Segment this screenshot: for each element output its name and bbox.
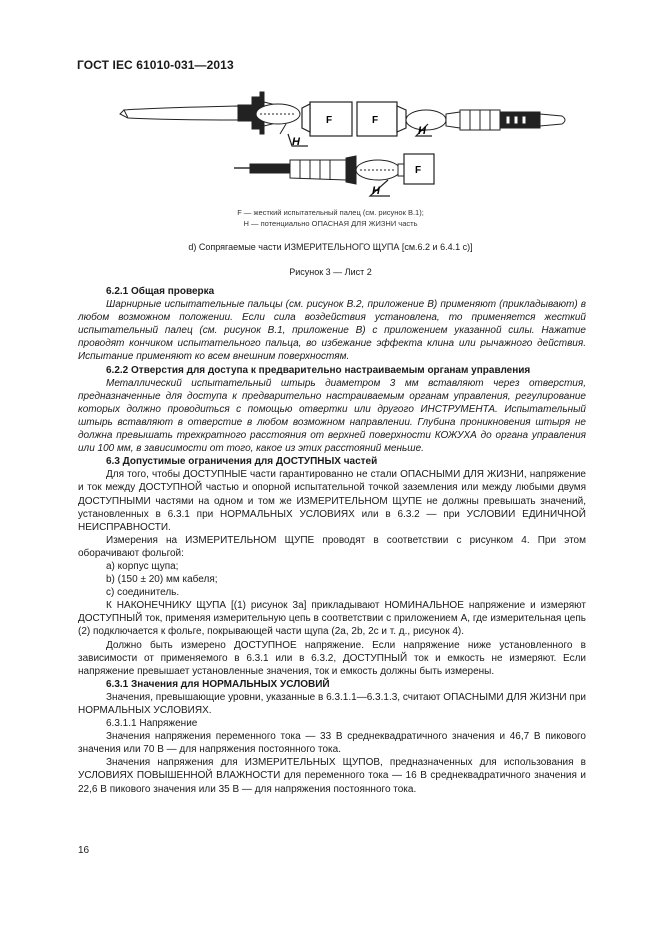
f-box-1-label: F — [326, 115, 333, 126]
list-item-a: a) корпус щупа; — [106, 560, 179, 572]
figure-subcaption: d) Сопрягаемые части ИЗМЕРИТЕЛЬНОГО ЩУПА [см.6.2 и 6.4.1 c)] — [188, 242, 473, 252]
lower-probe — [234, 156, 404, 184]
h-label-upper-right: H — [418, 125, 426, 137]
section-6-3-1-1-paragraph-1: Значения напряжения переменного тока — 33 В среднеквадратичного значения и 46,7 В пикового значения или 70 В — для напряжения постоянного тока. — [78, 731, 586, 756]
h-label-lower: H — [372, 185, 380, 197]
figure-legend-f: F — жесткий испытательный палец (см. рисунок В.1); — [237, 208, 424, 217]
list-item-c: c) соединитель. — [106, 587, 180, 599]
section-6-2-1-title: 6.2.1 Общая проверка — [106, 286, 215, 297]
f-box-3-label: F — [415, 165, 422, 176]
section-6-3-paragraph-4: Должно быть измерено ДОСТУПНОЕ напряжение. Если напряжение ниже установленного в зависимости от применяемого в 6.3.1 или в 6.3.2, ДОСТУПНЫЙ ток и емкость не измеряют. Если напряжение превышает установленные значения, ток и емкость должны быть измерены. — [78, 639, 586, 677]
section-6-3-1-text: Значения, превышающие уровни, указанные в 6.3.1.1—6.3.1.3, считают ОПАСНЫМИ ДЛЯ ЖИЗНИ при НОРМАЛЬНЫХ УСЛОВИЯХ. — [78, 691, 586, 716]
main-text — [78, 285, 586, 796]
section-6-3-paragraph-3: К НАКОНЕЧНИКУ ЩУПА [(1) рисунок 3а] прикладывают НОМИНАЛЬНОЕ напряжение и измеряют ДОСТУПНЫЙ ток, применяя измерительную цепь в соответствии с приложением А, где измерительная цепь (2) подключается к фольге, покрывающей части щупа (2a, 2b, 2c и т. д., рисунок 4). — [78, 600, 586, 638]
section-6-3-title: 6.3 Допустимые ограничения для ДОСТУПНЫХ частей — [106, 456, 378, 468]
probe-mating-parts-figure — [110, 88, 580, 213]
section-6-2-2-title: 6.2.2 Отверстия для доступа к предварительно настраиваемым органам управления — [106, 364, 531, 376]
upper-probe-tip — [120, 106, 238, 120]
h-label-upper-left: H — [292, 136, 300, 148]
section-6-3-1-1-paragraph-2: Значения напряжения для ИЗМЕРИТЕЛЬНЫХ ЩУПОВ, предназначенных для использования в УСЛОВИЯХ ПОВЫШЕННОЙ ВЛАЖНОСТИ для переменного тока — 16 В среднеквадратичного значения и 22,6 В пикового значения или 35 В — для напряжения постоянного тока. — [78, 757, 586, 795]
section-6-2-1-text: Шарнирные испытательные пальцы (см. рисунок В.2, приложение В) применяют (прикладывают) в любом возможном положении. Если сила воздействия установлена, то применяется жесткий испытательный палец (см. рисунок В.1, приложение В) с приложением указанной силы. Нажатие проводят кончиком испытательного пальца, во избежание эффекта клина или рычажного действия. Испытание применяют ко всем внешним поверхностям. — [78, 299, 586, 363]
f-box-2 — [357, 102, 406, 136]
figure-caption: Рисунок 3 — Лист 2 — [289, 267, 372, 277]
section-6-3-paragraph-1: Для того, чтобы ДОСТУПНЫЕ части гарантированно не стали ОПАСНЫМИ ДЛЯ ЖИЗНИ, напряжение и ток между ДОСТУПНОЙ частью и опорной испытательной точкой заземления или между любыми двумя ДОСТУПНЫМИ частями на одном и том же ИЗМЕРИТЕЛЬНОМ ЩУПЕ не должны превышать значений, установленных в 6.3.1 при НОРМАЛЬНЫХ УСЛОВИЯХ или в 6.3.2 — при УСЛОВИИ ЕДИНИЧНОЙ НЕИСПРАВНОСТИ. — [78, 469, 586, 533]
f-box-2-label: F — [372, 115, 379, 126]
upper-probe-connector — [406, 110, 565, 130]
page-number: 16 — [78, 845, 90, 856]
section-6-3-1-title: 6.3.1 Значения для НОРМАЛЬНЫХ УСЛОВИЙ — [106, 678, 330, 690]
section-6-2-2-text: Металлический испытательный штырь диаметром 3 мм вставляют через отверстия, предназначенные для доступа к предварительно настраиваемым органам управления, регулирование которых должно проводиться с помощью отвертки или другого ИНСТРУМЕНТА. Испытательный штырь вставляют в отверстие в любом возможном направлении. Глубина проникновения штыря не должна превышать трехкратного расстояния от верхней поверхности КОЖУХА до органа управления или 100 мм, в зависимости от того, какое из этих расстояний меньше. — [78, 377, 586, 455]
document-header: ГОСТ IEC 61010-031—2013 — [77, 58, 234, 72]
section-6-3-1-1-title: 6.3.1.1 Напряжение — [106, 718, 198, 730]
list-item-b: b) (150 ± 20) мм кабеля; — [106, 574, 218, 586]
figure-legend-h: H — потенциально ОПАСНАЯ ДЛЯ ЖИЗНИ часть — [243, 219, 418, 228]
section-6-3-paragraph-2: Измерения на ИЗМЕРИТЕЛЬНОМ ЩУПЕ проводят в соответствии с рисунком 4. При этом оборачивают фольгой: — [78, 534, 586, 559]
